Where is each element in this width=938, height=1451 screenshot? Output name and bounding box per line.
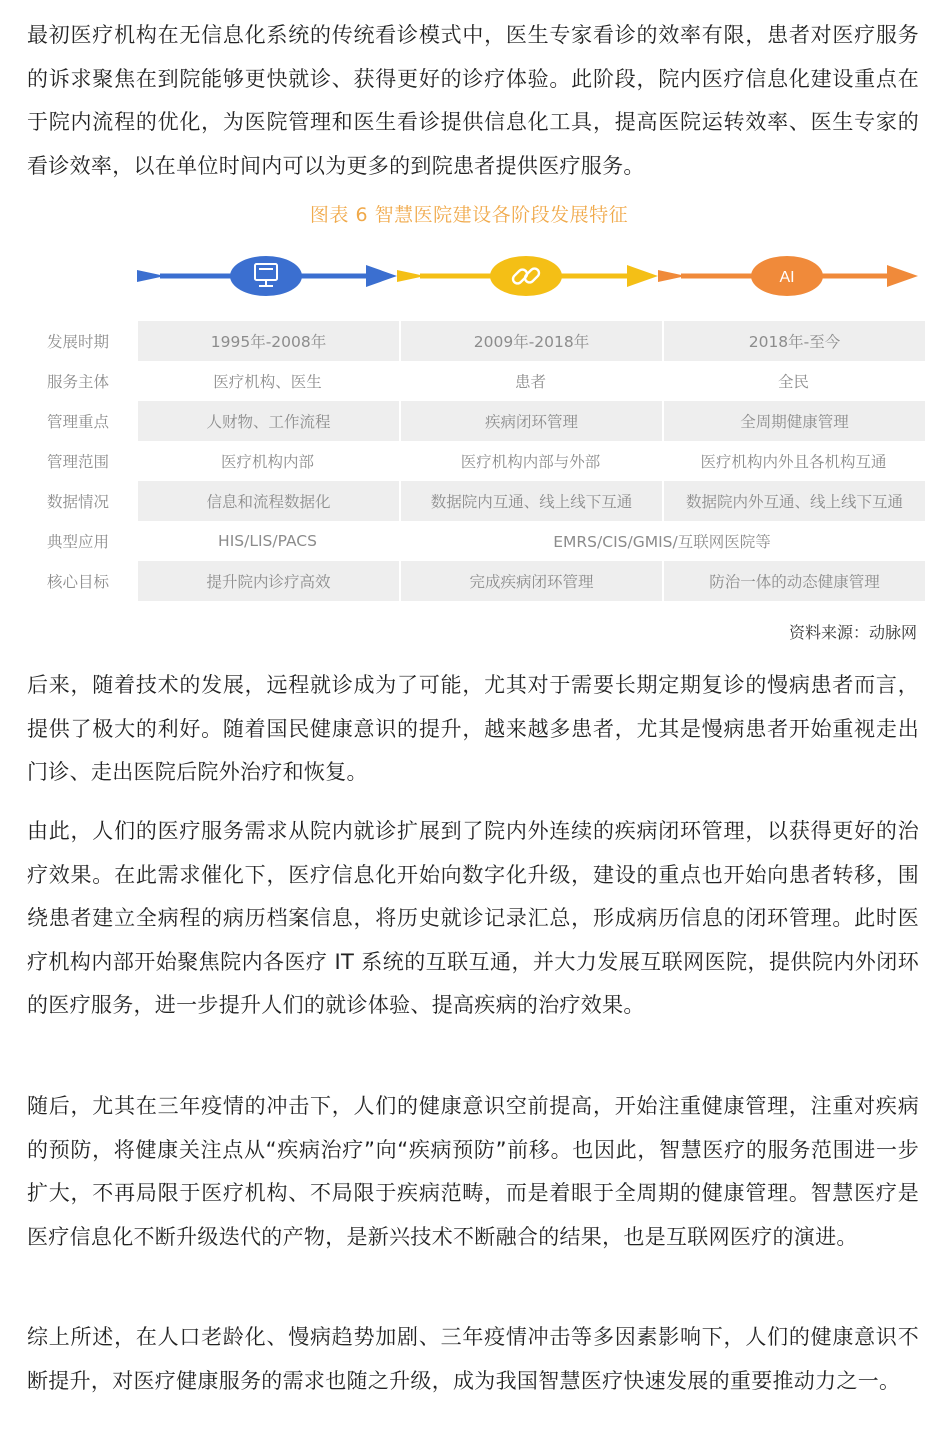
stage-timeline	[0, 248, 938, 308]
table-row	[27, 441, 925, 481]
table-cell: 数据院内互通、线上线下互通	[399, 481, 662, 521]
table-cell: 医疗机构内部	[220, 453, 314, 471]
table-cell: 提升院内诊疗高效	[136, 561, 399, 601]
table-row	[27, 361, 925, 401]
timeline-graphic	[0, 248, 938, 308]
table-row	[27, 561, 925, 601]
table-cell: 患者	[514, 373, 546, 391]
table-cell: 医疗机构、医生	[213, 373, 322, 391]
paragraph-summary: 综上所述，在人口老龄化、慢病趋势加剧、三年疫情冲击等多因素影响下，人们的健康意识不断提升，对医疗健康服务的需求也随之升级，成为我国智慧医疗快速发展的重要推动力之一。	[27, 1325, 919, 1393]
table-row	[27, 401, 925, 441]
table-cell: 防治一体的动态健康管理	[662, 561, 925, 601]
table-cell: 医疗机构内部与外部	[460, 453, 601, 471]
table-cell: 全周期健康管理	[662, 401, 925, 441]
paragraph-intro: 最初医疗机构在无信息化系统的传统看诊模式中，医生专家看诊的效率有限，患者对医疗服务的诉求聚焦在到院能够更快就诊、获得更好的诊疗体验。此阶段，院内医疗信息化建设重点在于院内流程的优化，为医院管理和医生看诊提供信息化工具，提高医院运转效率、医生专家的看诊效率，以在单位时间内可以为更多的到院患者提供医疗服务。	[27, 23, 919, 178]
table-cell: 医疗机构内外且各机构互通	[700, 453, 887, 471]
figure-source: 资料来源：动脉网	[788, 623, 917, 642]
paragraph-closed-loop: 由此，人们的医疗服务需求从院内就诊扩展到了院内外连续的疾病闭环管理，以获得更好的治疗效果。在此需求催化下，医疗信息化开始向数字化升级，建设的重点也开始向患者转移，围绕患者建立全病程的病历档案信息，将历史就诊记录汇总，形成病历信息的闭环管理。此时医疗机构内部开始聚焦院内各医疗 IT 系统的互联互通，并大力发展互联网医院，提供院内外闭环的医疗服务，进一步提升人们的就诊体验、提高疾病的治疗效果。	[27, 819, 919, 1017]
table-cell: 2018年-至今	[662, 321, 925, 361]
row-label-period: 发展时期	[47, 333, 110, 351]
table-cell: 1995年-2008年	[136, 321, 399, 361]
row-label-scope: 管理范围	[47, 453, 110, 471]
row-label-data: 数据情况	[47, 493, 110, 511]
table-row	[27, 481, 925, 521]
paragraph-prevention: 随后，尤其在三年疫情的冲击下，人们的健康意识空前提高，开始注重健康管理，注重对疾病的预防，将健康关注点从“疾病治疗”向“疾病预防”前移。也因此，智慧医疗的服务范围进一步扩大，不再局限于医疗机构、不局限于疾病范畴，而是着眼于全周期的健康管理。智慧医疗是医疗信息化不断升级迭代的产物，是新兴技术不断融合的结果，也是互联网医疗的演进。	[27, 1094, 919, 1249]
table-cell: 信息和流程数据化	[136, 481, 399, 521]
table-cell: 2009年-2018年	[399, 321, 662, 361]
table-cell: 完成疾病闭环管理	[399, 561, 662, 601]
paragraph-remote-care: 后来，随着技术的发展，远程就诊成为了可能，尤其对于需要长期定期复诊的慢病患者而言，提供了极大的利好。随着国民健康意识的提升，越来越多患者，尤其是慢病患者开始重视走出门诊、走出医院后院外治疗和恢复。	[27, 673, 919, 784]
table-cell: 人财物、工作流程	[136, 401, 399, 441]
table-row	[27, 521, 925, 561]
figure-title: 图表 6 智慧医院建设各阶段发展特征	[309, 204, 629, 226]
row-label-goal: 核心目标	[47, 573, 110, 591]
row-label-apps: 典型应用	[47, 533, 110, 551]
stage-feature-table	[27, 321, 925, 601]
ai-icon: AI	[779, 269, 795, 286]
row-label-focus: 管理重点	[47, 413, 110, 431]
row-label-subject: 服务主体	[47, 373, 110, 391]
table-row	[27, 321, 925, 361]
table-cell: EMRS/CIS/GMIS/互联网医院等	[553, 533, 771, 551]
table-cell: 疾病闭环管理	[399, 401, 662, 441]
stage-1-circle	[230, 256, 302, 296]
table-cell: 全民	[777, 373, 809, 391]
table-cell: HIS/LIS/PACS	[218, 532, 317, 550]
table-cell: 数据院内外互通、线上线下互通	[662, 481, 925, 521]
